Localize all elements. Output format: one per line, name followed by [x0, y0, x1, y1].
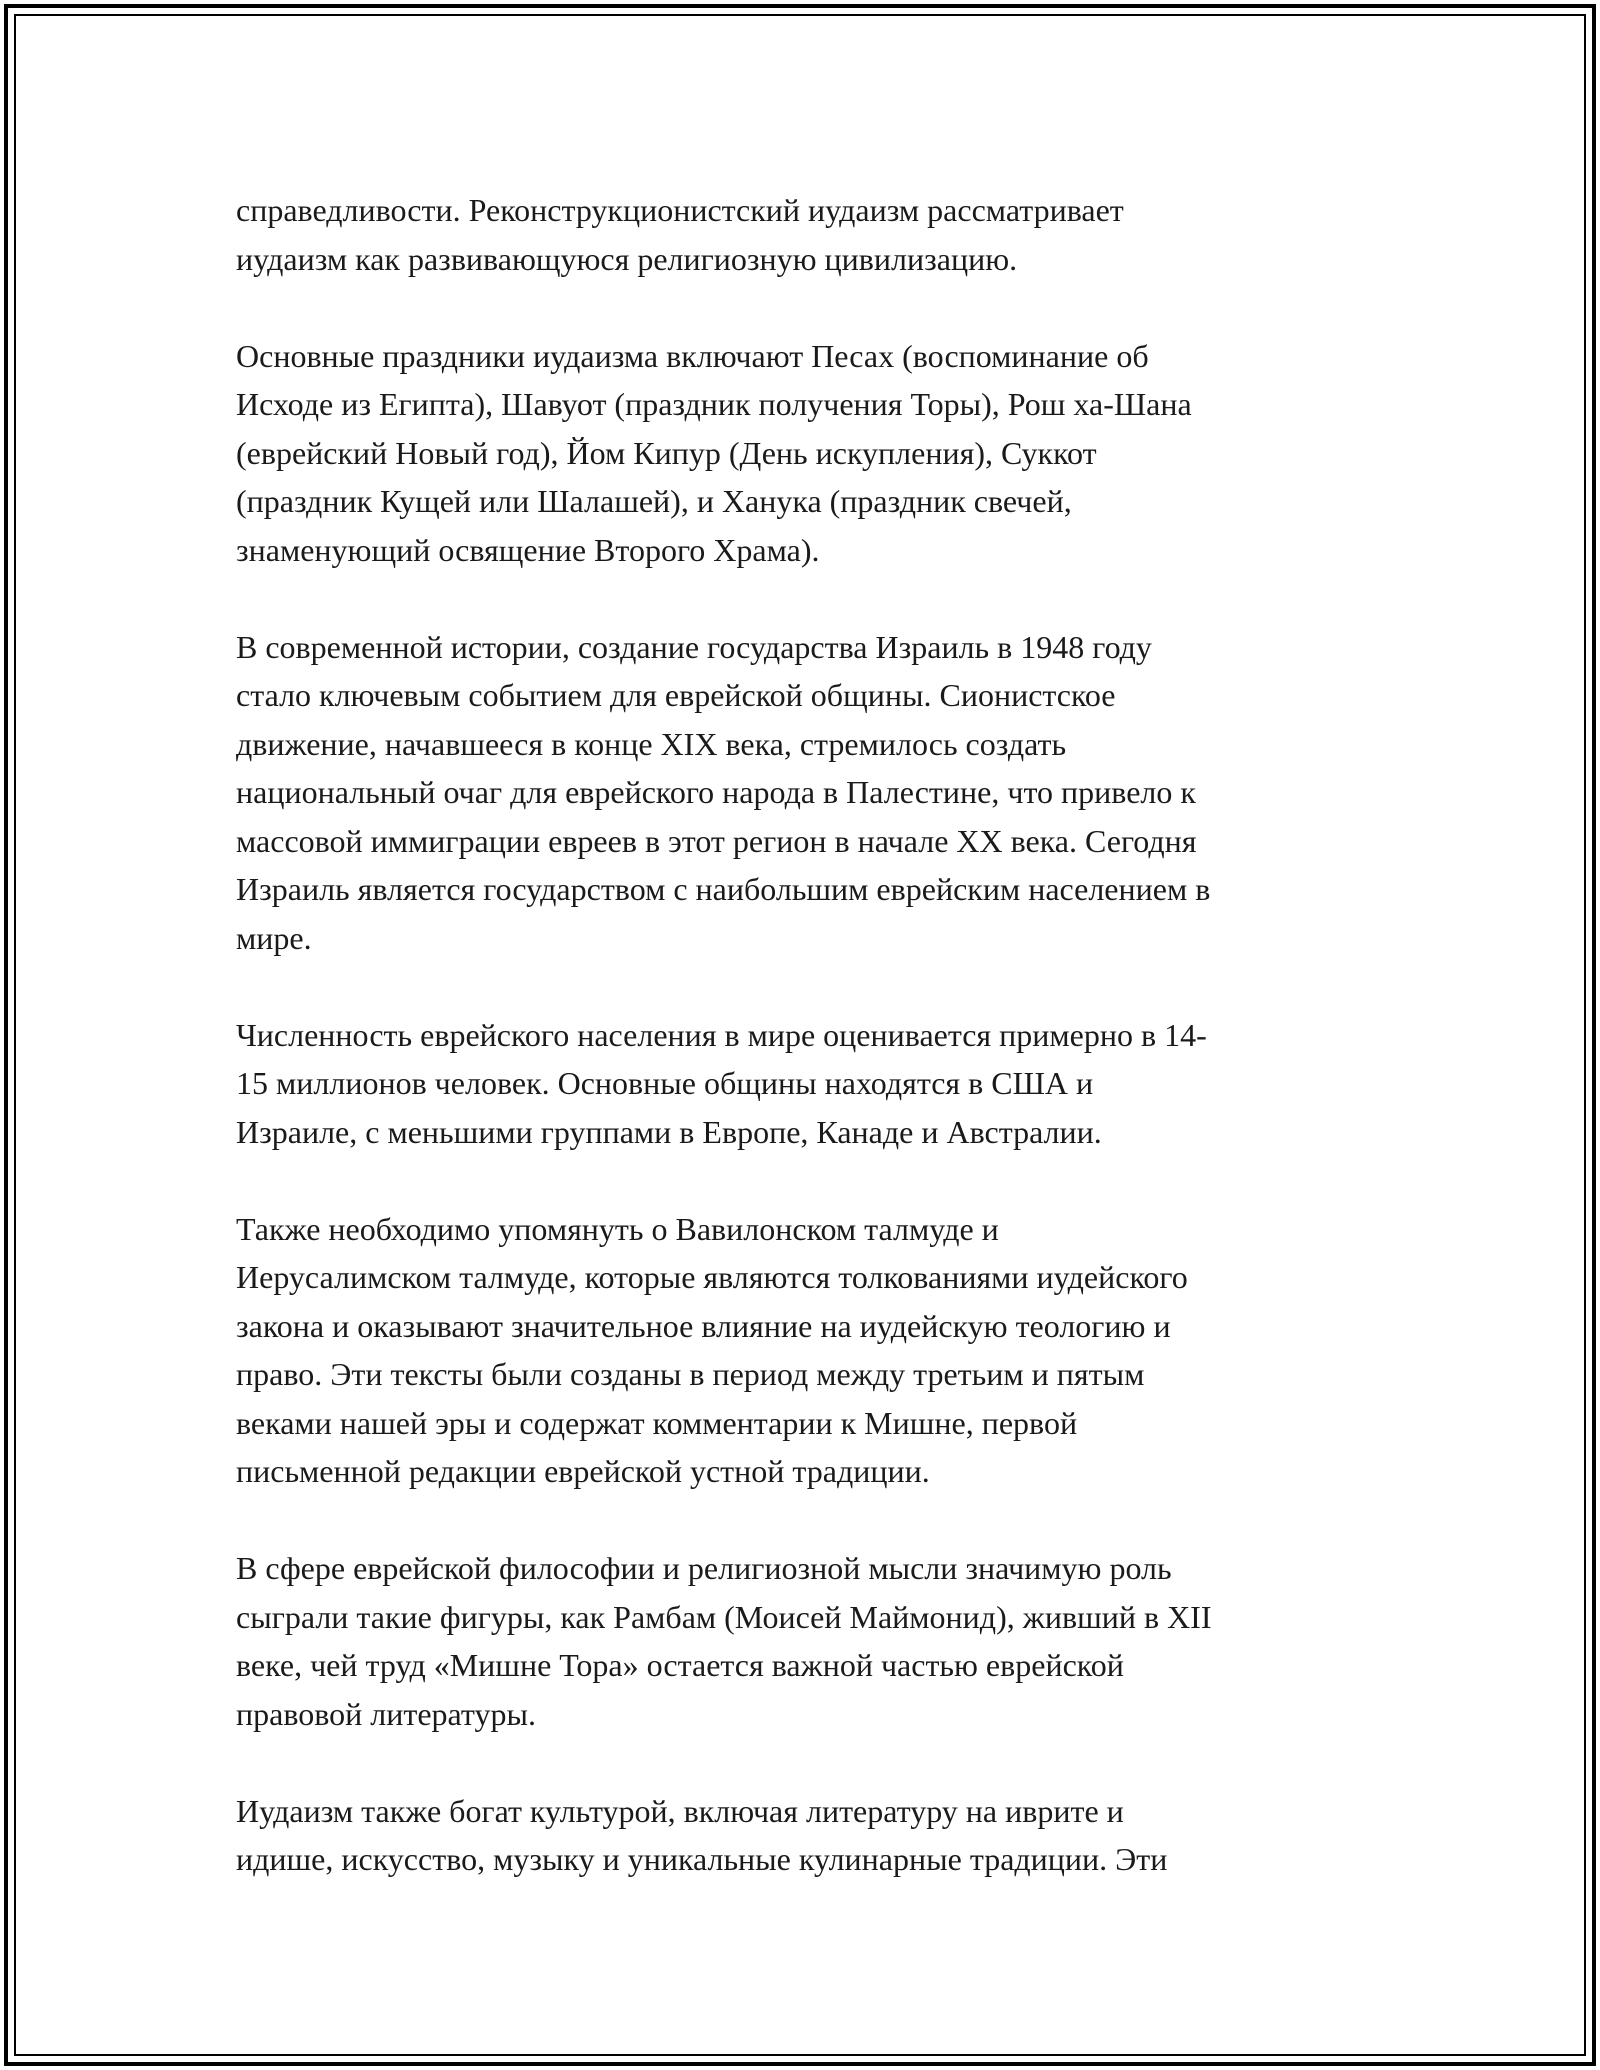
- text-line: В современной истории, создание государства Израиль в 1948 году: [236, 628, 1152, 665]
- text-line: (праздник Кущей или Шалашей), и Ханука (праздник свечей,: [236, 483, 1072, 519]
- text-line: 15 миллионов человек. Основные общины находятся в США и: [236, 1065, 1094, 1101]
- text-line: В сфере еврейской философии и религиозной мысли значимую роль: [236, 1550, 1172, 1586]
- text-line: справедливости. Реконструкционистский иудаизм рассматривает: [236, 192, 1124, 228]
- text-line: Израиле, с меньшими группами в Европе, Канаде и Австралии.: [236, 1113, 1102, 1150]
- document-body: [236, 186, 1386, 1932]
- text-line: Основные праздники иудаизма включают Песах (воспоминание об: [236, 337, 1149, 374]
- text-line: стало ключевым событием для еврейской общины. Сионистское: [236, 677, 1116, 713]
- paragraph-modern-history: [236, 623, 1386, 963]
- text-line: национальный очаг для еврейского народа в Палестине, что привело к: [236, 774, 1196, 810]
- text-line: веке, чей труд «Мишне Тора» остается важной частью еврейской: [236, 1647, 1124, 1683]
- text-line: правовой литературы.: [236, 1695, 536, 1732]
- text-line: Иерусалимском талмуде, которые являются толкованиями иудейского: [236, 1259, 1188, 1295]
- text-line: веками нашей эры и содержат комментарии к Мишне, первой: [236, 1404, 1078, 1441]
- text-line: Исходе из Египта), Шавуот (праздник получения Торы), Рош ха-Шана: [236, 386, 1192, 422]
- text-line: знаменующий освящение Второго Храма).: [236, 531, 820, 568]
- text-line: иудаизм как развивающуюся религиозную цивилизацию.: [236, 240, 1018, 277]
- paragraph-holidays: [236, 332, 1386, 575]
- text-line: сыграли такие фигуры, как Рамбам (Моисей Маймонид), живший в XII: [236, 1598, 1212, 1635]
- paragraph-population: [236, 1011, 1386, 1157]
- paragraph-talmud: [236, 1205, 1386, 1496]
- paragraph-culture: [236, 1787, 1386, 1884]
- text-line: письменной редакции еврейской устной традиции.: [236, 1453, 930, 1489]
- text-line: Численность еврейского населения в мире оценивается примерно в 14-: [236, 1016, 1207, 1053]
- text-line: Израиль является государством с наибольшим еврейским населением в: [236, 871, 1211, 907]
- text-line: массовой иммиграции евреев в этот регион в начале XX века. Сегодня: [236, 822, 1197, 859]
- text-line: Иудаизм также богат культурой, включая литературу на иврите и: [236, 1792, 1124, 1829]
- text-line: мире.: [236, 919, 312, 956]
- text-line: закона и оказывают значительное влияние на иудейскую теологию и: [236, 1307, 1171, 1344]
- text-line: право. Эти тексты были созданы в период между третьим и пятым: [236, 1356, 1145, 1392]
- text-line: (еврейский Новый год), Йом Кипур (День искупления), Суккот: [236, 434, 1097, 471]
- paragraph-reconstructionism: [236, 186, 1386, 283]
- text-line: Также необходимо упомянуть о Вавилонском талмуде и: [236, 1210, 999, 1247]
- text-line: движение, начавшееся в конце XIX века, стремилось создать: [236, 725, 1067, 762]
- paragraph-philosophy: [236, 1544, 1386, 1738]
- text-line: идише, искусство, музыку и уникальные кулинарные традиции. Эти: [236, 1841, 1168, 1877]
